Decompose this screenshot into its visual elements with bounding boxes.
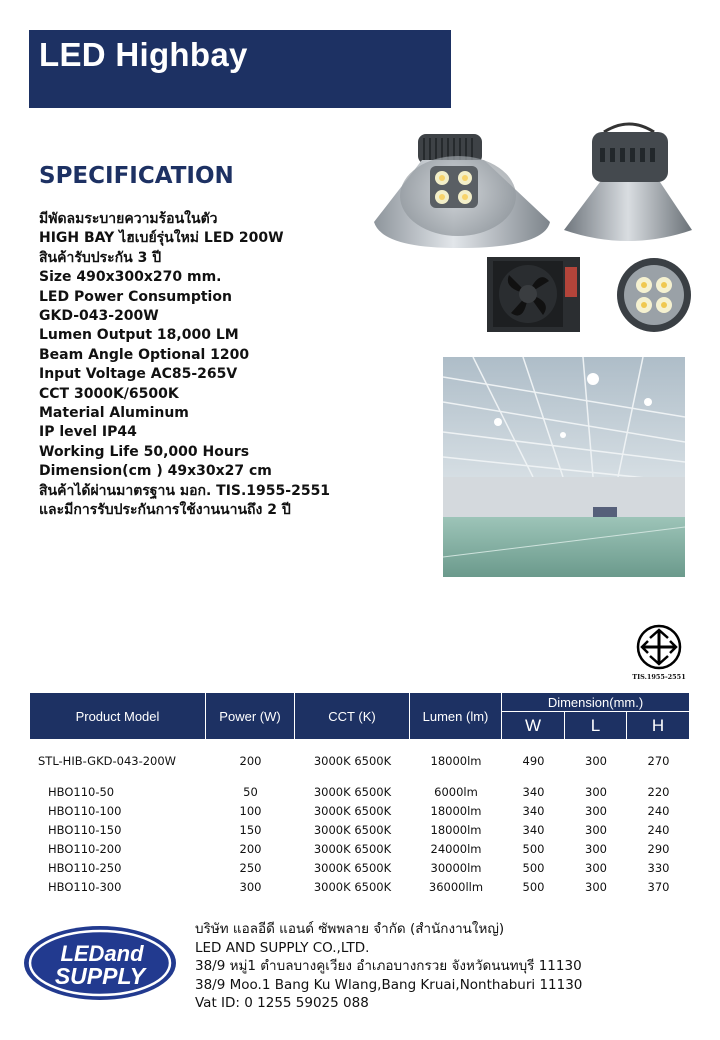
cell-lumen: 30000lm [430,860,482,875]
spec-line: สินค้าได้ผ่านมาตรฐาน มอก. TIS.1955-2551 [39,482,331,499]
col-header-cct: CCT (K) [295,693,410,740]
spec-line: Beam Angle Optional 1200 [39,346,250,363]
col-header-w: W [502,712,565,740]
spec-line: Dimension(cm ) 49x30x27 cm [39,463,272,480]
cell-h: 370 [647,879,670,894]
spec-line: IP level IP44 [39,424,137,441]
cell-power: 200 [239,754,262,768]
spec-heading: SPECIFICATION [39,163,234,189]
cell-cct: 3000K 6500K [313,879,392,894]
cell-w: 340 [522,822,545,837]
cell-l: 300 [585,879,607,894]
cell-lumen: 36000llm [428,879,484,894]
spec-line: Input Voltage AC85-265V [39,366,238,383]
col-header-h: H [627,712,690,740]
led-module-image [614,255,694,335]
cell-power: 150 [239,822,262,837]
cell-model: HBO110-200 [48,841,122,856]
highbay-front-image [372,130,552,250]
cell-w: 500 [522,860,545,875]
spec-line: Size 490x300x270 mm. [39,269,222,286]
cell-lumen: 18000lm [430,822,482,837]
spec-line: Working Life 50,000 Hours [39,443,250,460]
cell-model: HBO110-300 [48,879,122,894]
spec-list [39,210,330,521]
cell-lumen: 18000lm [430,803,482,818]
company-address-th: 38/9 หมู่1 ตำบลบางคูเวียง อำเภอบางกรวย จังหวัดนนทบุรี 11130 [195,958,582,975]
spec-line: และมีการรับประกันการใช้งานนานถึง 2 ปี [39,502,291,519]
company-vat: Vat ID: 0 1255 59025 088 [195,995,369,1012]
cell-cct: 3000K 6500K [313,860,392,875]
table-row [30,801,690,820]
table-row [30,740,690,782]
cell-w: 490 [522,754,545,768]
cell-model: HBO110-100 [48,803,122,818]
logo-line-1: LEDand [60,941,144,966]
spec-line: มีพัดลมระบายความร้อนในตัว [39,211,218,227]
cell-l: 300 [585,841,607,856]
cell-model: HBO110-150 [48,822,122,837]
spec-line: สินค้ารับประกัน 3 ปี [39,249,162,266]
cell-h: 220 [647,784,670,799]
cell-model: HBO110-250 [48,860,122,875]
col-header-power: Power (W) [206,693,295,740]
warehouse-image [443,357,685,577]
spec-line: Material Aluminum [39,405,189,422]
cell-cct: 3000K 6500K [313,754,392,768]
company-name-en: LED AND SUPPLY CO.,LTD. [195,939,370,956]
col-header-l: L [565,712,627,740]
cell-cct: 3000K 6500K [313,784,392,799]
spec-line: Lumen Output 18,000 LM [39,327,239,344]
spec-line: GKD-043-200W [39,308,159,325]
cell-cct: 3000K 6500K [313,841,392,856]
highbay-side-image [562,118,697,248]
cell-model: STL-HIB-GKD-043-200W [38,754,177,768]
company-info [195,920,582,1013]
cell-l: 300 [585,822,607,837]
spec-line: HIGH BAY ไฮเบย์รุ่นใหม่ LED 200W [39,230,284,247]
col-header-lumen: Lumen (lm) [410,693,502,740]
cell-cct: 3000K 6500K [313,822,392,837]
cell-power: 250 [239,860,262,875]
cell-lumen: 6000lm [434,784,478,799]
cell-w: 500 [522,879,545,894]
cell-h: 240 [647,803,670,818]
cell-l: 300 [585,784,607,799]
product-table [30,693,690,896]
table-row [30,877,690,896]
cell-h: 330 [647,860,670,875]
cell-power: 100 [239,803,262,818]
table-row [30,839,690,858]
cell-power: 50 [243,784,258,799]
cell-w: 340 [522,784,545,799]
cell-power: 300 [239,879,262,894]
cell-model: HBO110-50 [48,784,115,799]
page-title: LED Highbay [39,36,248,73]
cell-h: 290 [647,841,670,856]
company-address-en: 38/9 Moo.1 Bang Ku Wlang,Bang Kruai,Nonthaburi 11130 [195,976,583,993]
spec-line: LED Power Consumption [39,288,232,305]
col-header-dimension: Dimension(mm.) [502,693,690,712]
cell-h: 240 [647,822,670,837]
company-name-th: บริษัท แอลอีดี แอนด์ ซัพพลาย จำกัด (สำนักงานใหญ่) [195,921,505,937]
logo-line-2: SUPPLY [54,963,146,989]
cell-lumen: 24000lm [430,841,482,856]
cell-power: 200 [239,841,262,856]
company-logo [22,924,178,1002]
table-row [30,782,690,801]
cell-w: 500 [522,841,545,856]
cell-w: 340 [522,803,545,818]
cell-cct: 3000K 6500K [313,803,392,818]
cell-l: 300 [585,754,607,768]
cell-l: 300 [585,803,607,818]
tis-label: TIS.1955-2551 [632,673,686,681]
spec-line: CCT 3000K/6500K [39,385,179,402]
col-header-model: Product Model [30,693,206,740]
cell-lumen: 18000lm [430,754,482,768]
cell-h: 270 [647,754,670,768]
title-banner [29,30,451,108]
cooling-fan-image [487,257,580,332]
cell-l: 300 [585,860,607,875]
table-row [30,820,690,839]
table-row [30,858,690,877]
